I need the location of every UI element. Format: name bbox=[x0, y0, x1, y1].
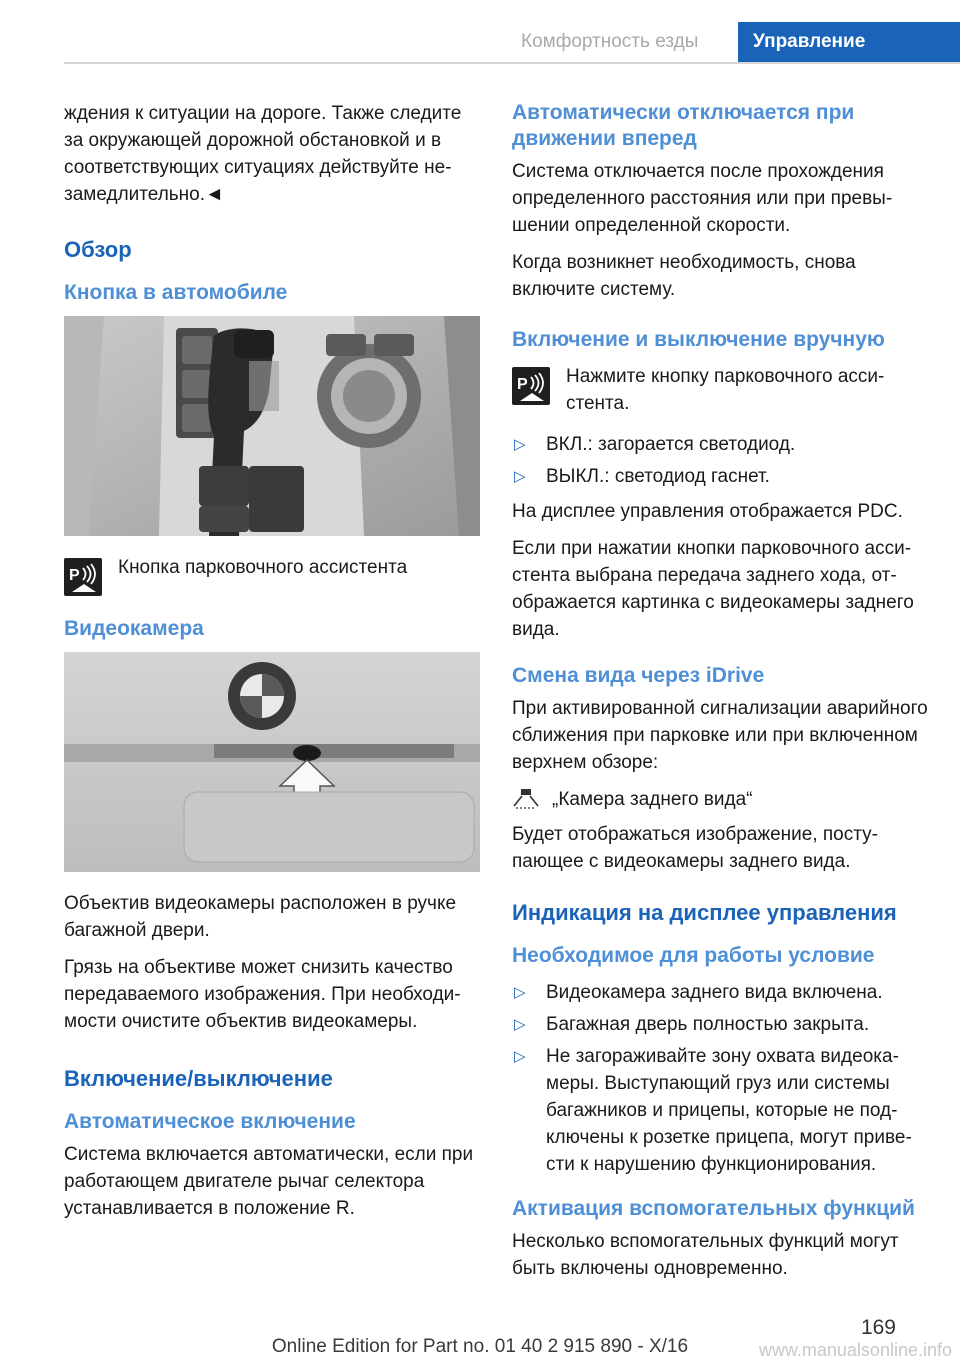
auto-off-paragraph-2: Когда возникнет необходимость, снова включите систему. bbox=[512, 252, 856, 300]
view-option-label: „Камера заднего вида“ bbox=[552, 789, 753, 810]
center-console-photo bbox=[64, 316, 480, 536]
heading-requirement: Необходимое для работы условие bbox=[512, 944, 875, 967]
button-caption-row bbox=[64, 554, 480, 596]
header-section-tab: Комфортность езды bbox=[521, 31, 699, 52]
heading-camera: Видеокамера bbox=[64, 617, 204, 640]
bullet-triangle-icon: ▷ bbox=[514, 1048, 526, 1065]
list-item: ▷ ВЫКЛ.: светодиод гаснет. bbox=[512, 463, 928, 490]
bullet-triangle-icon: ▷ bbox=[514, 1016, 526, 1033]
heading-view-change: Смена вида через iDrive bbox=[512, 664, 765, 687]
camera-paragraph-1: Объектив видеокамеры расположен в ручке багажной двери. bbox=[64, 893, 457, 941]
button-caption: Кнопка парковочного ассистента bbox=[118, 557, 408, 578]
list-item: ▷ Не загораживайте зону охвата видеокамеры. Выступающий груз или системы багажников и прицепы, которые не подключены к розетке прицепа, могут привести к нарушению функционирования. bbox=[512, 1043, 928, 1178]
bullet-triangle-icon: ▷ bbox=[514, 468, 526, 485]
rear-camera-photo bbox=[64, 652, 480, 872]
intro-paragraph: ждения к ситуации на дороге. Также следите за окружающей дорожной обстановкой и в соответствующих ситуациях действуйте незамедлительно.◄ bbox=[64, 103, 462, 205]
heading-overview: Обзор bbox=[64, 237, 132, 262]
view-icon-row bbox=[512, 786, 928, 813]
heading-auto-off: Автоматически отключается при движении вперед bbox=[512, 101, 855, 150]
view-paragraph-2: Будет отображаться изображение, поступающее с видеокамеры заднего вида. bbox=[512, 824, 878, 872]
heading-button-in-car: Кнопка в автомобиле bbox=[64, 281, 288, 304]
park-assist-button-icon bbox=[64, 558, 102, 596]
aux-paragraph: Несколько вспомогательных функций могут быть включены одновременно. bbox=[512, 1231, 899, 1279]
heading-aux-functions: Активация вспомогательных функций bbox=[512, 1197, 915, 1220]
right-column bbox=[512, 100, 928, 1292]
watermark: www.manualsonline.info bbox=[758, 1340, 952, 1360]
list-item: ▷ ВКЛ.: загорается светодиод. bbox=[512, 431, 928, 458]
park-assist-button-icon bbox=[512, 367, 550, 405]
manual-list bbox=[512, 431, 928, 490]
header-chapter-tab: Управление bbox=[738, 22, 960, 62]
edition-line: Online Edition for Part no. 01 40 2 915 890 - X/16 bbox=[271, 1336, 689, 1357]
manual-paragraph-2: Если при нажатии кнопки парковочного ассистента выбрана передача заднего хода, отображается картинка с видеокамеры заднего вида. bbox=[512, 538, 914, 640]
rear-camera-icon bbox=[512, 786, 540, 810]
page-number: 169 bbox=[860, 1316, 896, 1339]
bullet-triangle-icon: ▷ bbox=[514, 436, 526, 453]
heading-manual: Включение и выключение вручную bbox=[512, 328, 885, 351]
heading-on-off: Включение/выключение bbox=[64, 1066, 333, 1091]
auto-off-paragraph-1: Система отключается после прохождения определенного расстояния или при превышении определенной скорости. bbox=[512, 161, 893, 236]
manual-icon-row bbox=[512, 363, 928, 417]
requirement-list bbox=[512, 979, 928, 1178]
heading-auto-on: Автоматическое включение bbox=[64, 1110, 356, 1133]
bullet-triangle-icon: ▷ bbox=[514, 984, 526, 1001]
left-column bbox=[64, 100, 480, 1232]
manual-instruction: Нажмите кнопку парковочного ассистента. bbox=[566, 366, 885, 414]
list-item: ▷ Багажная дверь полностью закрыта. bbox=[512, 1011, 928, 1038]
svg-text:P: P bbox=[517, 376, 528, 393]
manual-paragraph-1: На дисплее управления отображается PDC. bbox=[512, 501, 903, 522]
list-item: ▷ Видеокамера заднего вида включена. bbox=[512, 979, 928, 1006]
svg-text:P: P bbox=[69, 567, 80, 584]
view-paragraph-1: При активированной сигнализации аварийного сближения при парковке или при включенном верхнем обзоре: bbox=[512, 698, 928, 773]
auto-on-paragraph: Система включается автоматически, если при работающем двигателе рычаг селектора устанавливается в положение R. bbox=[64, 1144, 474, 1219]
heading-display: Индикация на дисплее управления bbox=[512, 900, 897, 925]
header-rule bbox=[64, 62, 960, 64]
camera-paragraph-2: Грязь на объективе может снизить качество передаваемого изображения. При необходимости очистите объектив видеокамеры. bbox=[64, 957, 461, 1032]
